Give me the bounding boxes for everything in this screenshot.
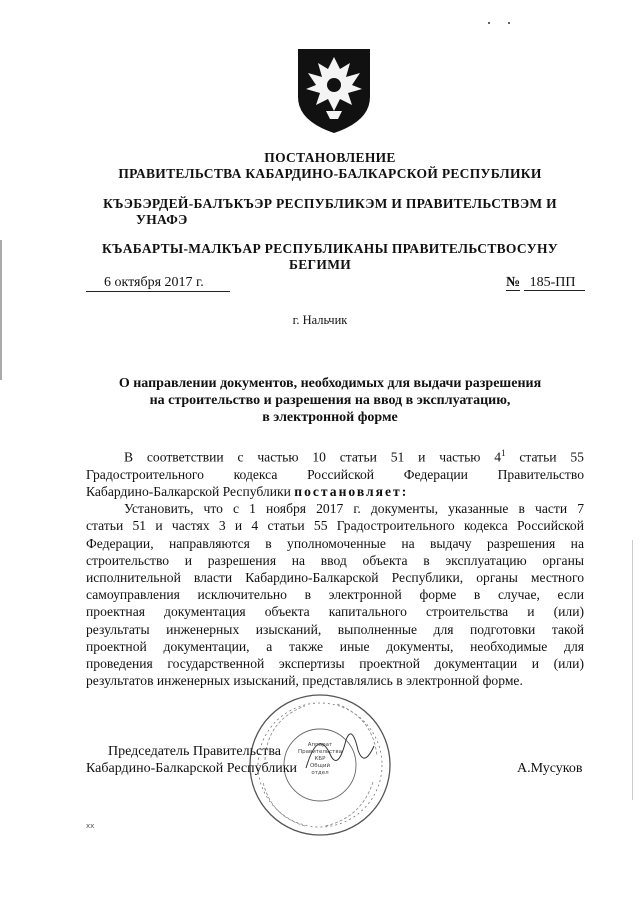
header-government-ru: ПРАВИТЕЛЬСТВА КАБАРДИНО-БАЛКАРСКОЙ РЕСПУБЛИКИ xyxy=(118,166,542,181)
stamp-text-line: Правительства xyxy=(298,749,342,755)
header-government-kab-line2: УНАФЭ xyxy=(136,212,188,227)
paragraph-2-line: результаты инженерных изысканий, выполненные для подготовки такой xyxy=(86,621,584,637)
footer-mark: xx xyxy=(86,822,95,830)
body-text: статьи 55 xyxy=(505,449,584,465)
title-line: О направлении документов, необходимых для выдачи разрешения xyxy=(118,376,542,391)
paragraph-1-line: Градостроительного кодекса Российской Федерации Правительство xyxy=(86,466,584,482)
header-government-bal-line2: БЕГИМИ xyxy=(288,257,352,272)
scan-speck xyxy=(508,22,510,24)
document-body xyxy=(86,445,584,689)
signature-scribble-icon xyxy=(300,720,380,780)
stamp-text-line: Аппарат xyxy=(307,742,333,748)
document-date: 6 октября 2017 г. xyxy=(86,274,230,292)
paragraph-2-line: исполнительной власти Кабардино-Балкарской Республики, органы местного xyxy=(86,569,584,585)
handwritten-signature xyxy=(300,720,380,780)
paragraph-2-line: проведения государственной экспертизы проектной документации и (или) xyxy=(86,655,584,671)
stamp-text-line: КБР xyxy=(314,756,326,762)
scan-edge-mark xyxy=(0,240,2,380)
paragraph-2-line: Установить, что с 1 ноября 2017 г. документы, указанные в части 7 xyxy=(124,501,584,517)
header-postanovlenie: ПОСТАНОВЛЕНИЕ xyxy=(264,150,396,165)
title-line: на строительство и разрешения на ввод в эксплуатацию, xyxy=(149,393,511,408)
superscript: 1 xyxy=(501,448,506,458)
number-sign: № xyxy=(506,275,521,290)
scan-edge-mark xyxy=(632,540,633,800)
signatory-role-line2: Кабардино-Балкарской Республики xyxy=(86,761,297,776)
title-line: в электронной форме xyxy=(262,410,398,425)
paragraph-2-line: результатов инженерных изысканий, представлялись в электронной форме. xyxy=(86,673,523,689)
header-government-bal-line1: КЪАБАРТЫ-МАЛКЪАР РЕСПУБЛИКАНЫ ПРАВИТЕЛЬСТВОСУНУ xyxy=(102,241,558,256)
document-city: г. Нальчик xyxy=(292,313,348,327)
document-number-row xyxy=(506,274,586,291)
document-title xyxy=(60,375,600,426)
paragraph-2-line: Федерации, направляются в уполномоченные на выдачу разрешения на xyxy=(86,535,584,551)
paragraph-2-line: статьи 51 и частях 3 и 4 статьи 55 Градостроительного кодекса Российской xyxy=(86,518,584,534)
stamp-text-line: отдел xyxy=(311,770,329,776)
header-government-kab-line1: КЪЭБЭРДЕЙ-БАЛЪКЪЭР РЕСПУБЛИКЭМ И ПРАВИТЕЛЬСТВЭМ И xyxy=(103,196,557,211)
body-text: В соответствии с частью 10 статьи 51 и частью 4 xyxy=(124,449,502,465)
paragraph-2-line: строительство и разрешения на ввод объекта в эксплуатацию органы xyxy=(86,552,584,568)
stamp-text-line: Общий xyxy=(309,763,331,769)
decree-keyword: постановляет: xyxy=(294,483,409,499)
paragraph-2-line: проектной документации, а также иные документы, необходимые для xyxy=(86,638,584,654)
paragraph-2-line: самоуправления исключительно в электронной форме в случае, если xyxy=(86,587,584,603)
scan-speck xyxy=(488,22,490,24)
paragraph-1-line xyxy=(86,483,584,500)
signatory-name: А.Мусуков xyxy=(517,761,583,776)
body-text: Кабардино-Балкарской Республики xyxy=(86,483,295,499)
coat-of-arms-icon xyxy=(296,45,372,135)
document-number: 185-ПП xyxy=(524,275,586,291)
coat-of-arms-emblem xyxy=(296,45,372,135)
signatory-role-line1: Председатель Правительства xyxy=(108,744,281,759)
paragraph-2-line: проектная документация объекта капитального строительства и (или) xyxy=(86,604,584,620)
paragraph-1-line xyxy=(86,445,584,466)
